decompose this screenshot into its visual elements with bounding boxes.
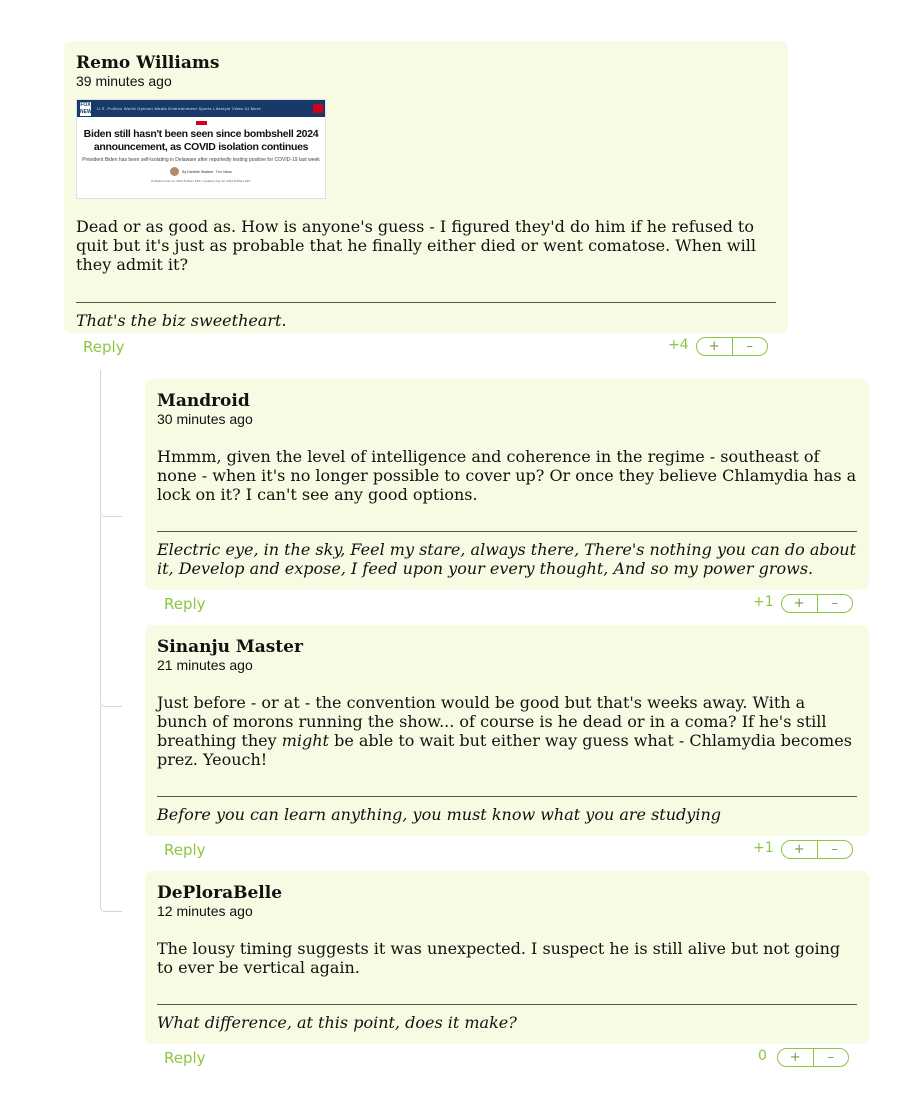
upvote-button[interactable]: + [697, 338, 733, 355]
reply-button[interactable]: Reply [83, 338, 125, 356]
thread-line [100, 370, 101, 512]
thread-line [100, 706, 101, 900]
comment-card [64, 41, 788, 333]
breaking-tag [196, 121, 207, 125]
comment-author[interactable]: Sinanju Master [157, 637, 303, 657]
comment-body-text: Just before - or at - the convention would be good but that's weeks away. With a bunch of morons running the show... of course is he dead or in a coma? If he's still breathing they [157, 693, 827, 750]
downvote-button[interactable]: – [827, 1050, 834, 1065]
comment-image[interactable] [76, 99, 326, 199]
image-subhead: President Biden has been self-isolating in Delaware after reportedly testing positive for COVID-19 last week [82, 157, 320, 163]
thread-connector [100, 500, 122, 517]
upvote-button[interactable]: + [782, 841, 818, 858]
comment-signature: Electric eye, in the sky, Feel my stare, always there, There's nothing you can do about it, Develop and expose, I feed upon your every thought, And so my power grows. [157, 540, 856, 578]
image-nav-text: U.S. Politics World Opinion Media Entertainment Sports Lifestyle Video AI More [97, 106, 261, 111]
image-byline-text: By Danielle Wallace · Fox News [182, 169, 232, 174]
comment-body-text: be able to wait but either way guess what - Chlamydia becomes prez. Yeouch! [157, 731, 852, 769]
comment-body [157, 693, 857, 769]
vote-controls [777, 1048, 849, 1067]
signature-divider [157, 1004, 857, 1005]
vote-controls [781, 840, 853, 859]
image-byline [77, 167, 325, 176]
comment-signature: What difference, at this point, does it make? [157, 1013, 517, 1032]
downvote-button[interactable]: – [831, 596, 838, 611]
comment-body: Hmmm, given the level of intelligence and coherence in the regime - southeast of none - when it's no longer possible to cover up? Or once they believe Chlamydia has a lock on it? I can't see any good options. [157, 447, 857, 504]
thread-connector [100, 690, 122, 707]
comment-signature: That's the biz sweetheart. [76, 311, 287, 330]
thread-line [100, 516, 101, 702]
comment-body: Dead or as good as. How is anyone's guess - I figured they'd do him if he refused to quit but it's just as probable that he finally either died or went comatose. When will they admit it? [76, 217, 756, 274]
comment-card [145, 625, 869, 836]
upvote-button[interactable]: + [782, 595, 818, 612]
image-headline: Biden still hasn't been seen since bombshell 2024 announcement, as COVID isolation continues [83, 128, 319, 153]
comment-author[interactable]: Remo Williams [76, 53, 220, 73]
vote-score: +1 [753, 840, 774, 856]
vote-score: +4 [668, 337, 689, 353]
comment-card [145, 379, 869, 590]
vote-score: 0 [758, 1048, 767, 1064]
image-published: Published July 22, 2024 8:46am EDT | Updated July 22, 2024 8:55am EDT [151, 179, 251, 183]
downvote-button[interactable]: – [831, 842, 838, 857]
comment-timestamp[interactable]: 12 minutes ago [157, 903, 253, 919]
comment-body: The lousy timing suggests it was unexpected. I suspect he is still alive but not going to ever be vertical again. [157, 939, 841, 977]
comment-author[interactable]: Mandroid [157, 391, 250, 411]
vote-controls [696, 337, 768, 356]
signature-divider [76, 302, 776, 303]
downvote-button[interactable]: – [746, 339, 753, 354]
vote-score: +1 [753, 594, 774, 610]
signature-divider [157, 531, 857, 532]
reply-button[interactable]: Reply [164, 595, 206, 613]
reply-button[interactable]: Reply [164, 1049, 206, 1067]
comment-signature: Before you can learn anything, you must know what you are studying [157, 805, 721, 824]
author-avatar [170, 167, 179, 176]
comment-timestamp[interactable]: 21 minutes ago [157, 657, 253, 673]
image-site-header [77, 100, 325, 117]
reply-button[interactable]: Reply [164, 841, 206, 859]
comment-body-emphasis: might [281, 731, 329, 750]
vote-controls [781, 594, 853, 613]
fox-news-logo: FOX NEWS [80, 101, 95, 115]
watch-live-badge [313, 104, 323, 113]
comment-author[interactable]: DePloraBelle [157, 883, 283, 903]
upvote-button[interactable]: + [778, 1049, 814, 1066]
comment-timestamp[interactable]: 39 minutes ago [76, 73, 172, 89]
signature-divider [157, 796, 857, 797]
thread-connector [100, 895, 122, 912]
comment-timestamp[interactable]: 30 minutes ago [157, 411, 253, 427]
comment-card [145, 871, 869, 1044]
